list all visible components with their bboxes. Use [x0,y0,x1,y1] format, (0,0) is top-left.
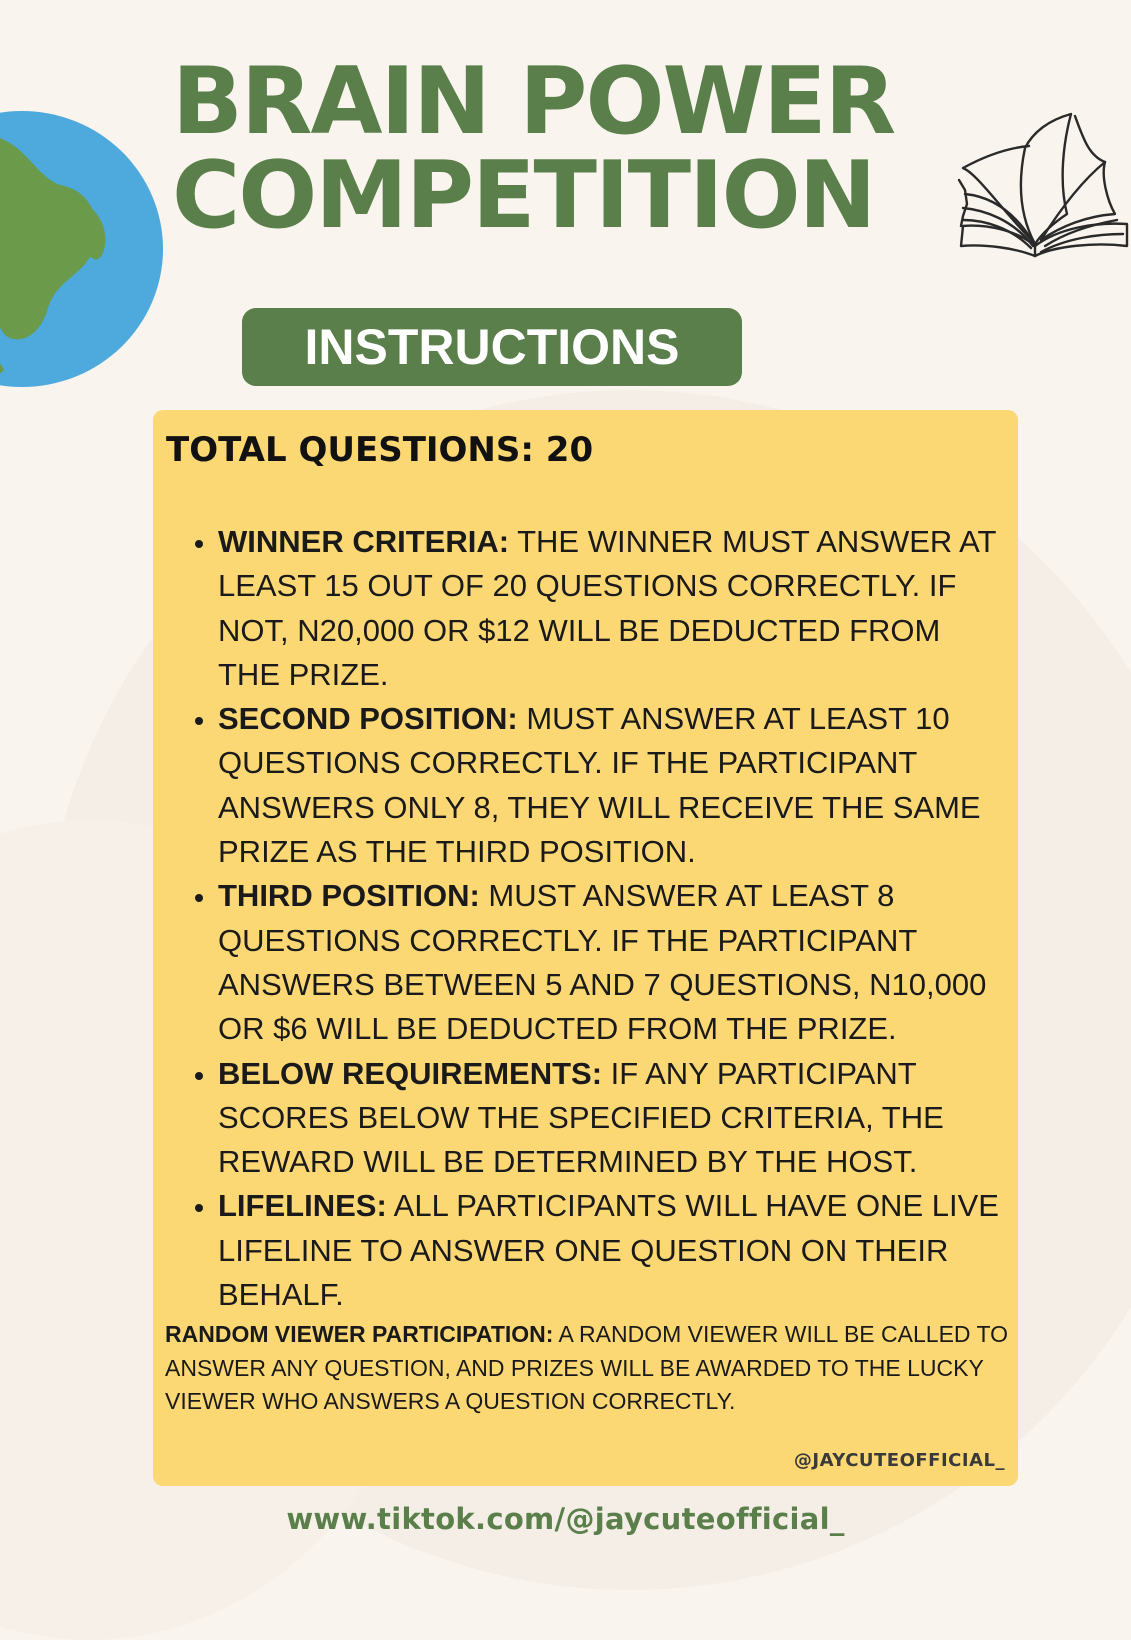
creator-handle: @JAYCUTEOFFICIAL_ [793,1450,1005,1471]
page-title [172,47,972,249]
rule-label: WINNER CRITERIA: [218,524,510,559]
rule-text: THE WINNER MUST ANSWER AT LEAST 15 OUT OF 20 QUESTIONS CORRECTLY. IF NOT, N20,000 OR $12 WILL BE DEDUCTED FROM THE PRIZE. [218,524,996,692]
tiktok-url: www.tiktok.com/@jaycuteofficial_ [286,1502,845,1536]
total-questions: TOTAL QUESTIONS: 20 [166,430,594,470]
rule-below-requirements [218,1052,1008,1185]
globe-icon [0,108,165,390]
rule-text: MUST ANSWER AT LEAST 8 QUESTIONS CORRECTLY. IF THE PARTICIPANT ANSWERS BETWEEN 5 AND 7 QUESTIONS, N10,000 OR $6 WILL BE DEDUCTED FROM THE PRIZE. [218,878,987,1047]
rules-list [153,520,1008,1317]
rule-text: MUST ANSWER AT LEAST 10 QUESTIONS CORRECTLY. IF THE PARTICIPANT ANSWERS ONLY 8, THEY WILL RECEIVE THE SAME PRIZE AS THE THIRD POSITION. [218,701,981,870]
rule-lifelines [218,1184,1008,1317]
rule-label: SECOND POSITION: [218,701,518,737]
rule-label: BELOW REQUIREMENTS: [218,1055,603,1091]
open-book-icon [955,96,1131,264]
instructions-badge: INSTRUCTIONS [242,308,742,386]
title-line-2: COMPETITION [172,141,875,249]
rule-text: ALL PARTICIPANTS WILL HAVE ONE LIVE LIFELINE TO ANSWER ONE QUESTION ON THEIR BEHALF. [218,1188,999,1313]
rule-winner-criteria [218,520,1008,697]
random-viewer-label: RANDOM VIEWER PARTICIPATION: [165,1321,554,1347]
rule-text: IF ANY PARTICIPANT SCORES BELOW THE SPECIFIED CRITERIA, THE REWARD WILL BE DETERMINED BY THE HOST. [218,1055,944,1180]
random-viewer-text: A RANDOM VIEWER WILL BE CALLED TO ANSWER ANY QUESTION, AND PRIZES WILL BE AWARDED TO THE LUCKY VIEWER WHO ANSWERS A QUESTION CORRECTLY. [165,1321,1009,1414]
rule-label: LIFELINES: [218,1188,387,1224]
rule-third-position [218,874,1008,1051]
rule-second-position [218,697,1008,874]
random-viewer-note [165,1318,1010,1419]
instructions-card [153,410,1018,1486]
rule-label: THIRD POSITION: [218,878,480,914]
title-line-1: BRAIN POWER [172,47,895,155]
